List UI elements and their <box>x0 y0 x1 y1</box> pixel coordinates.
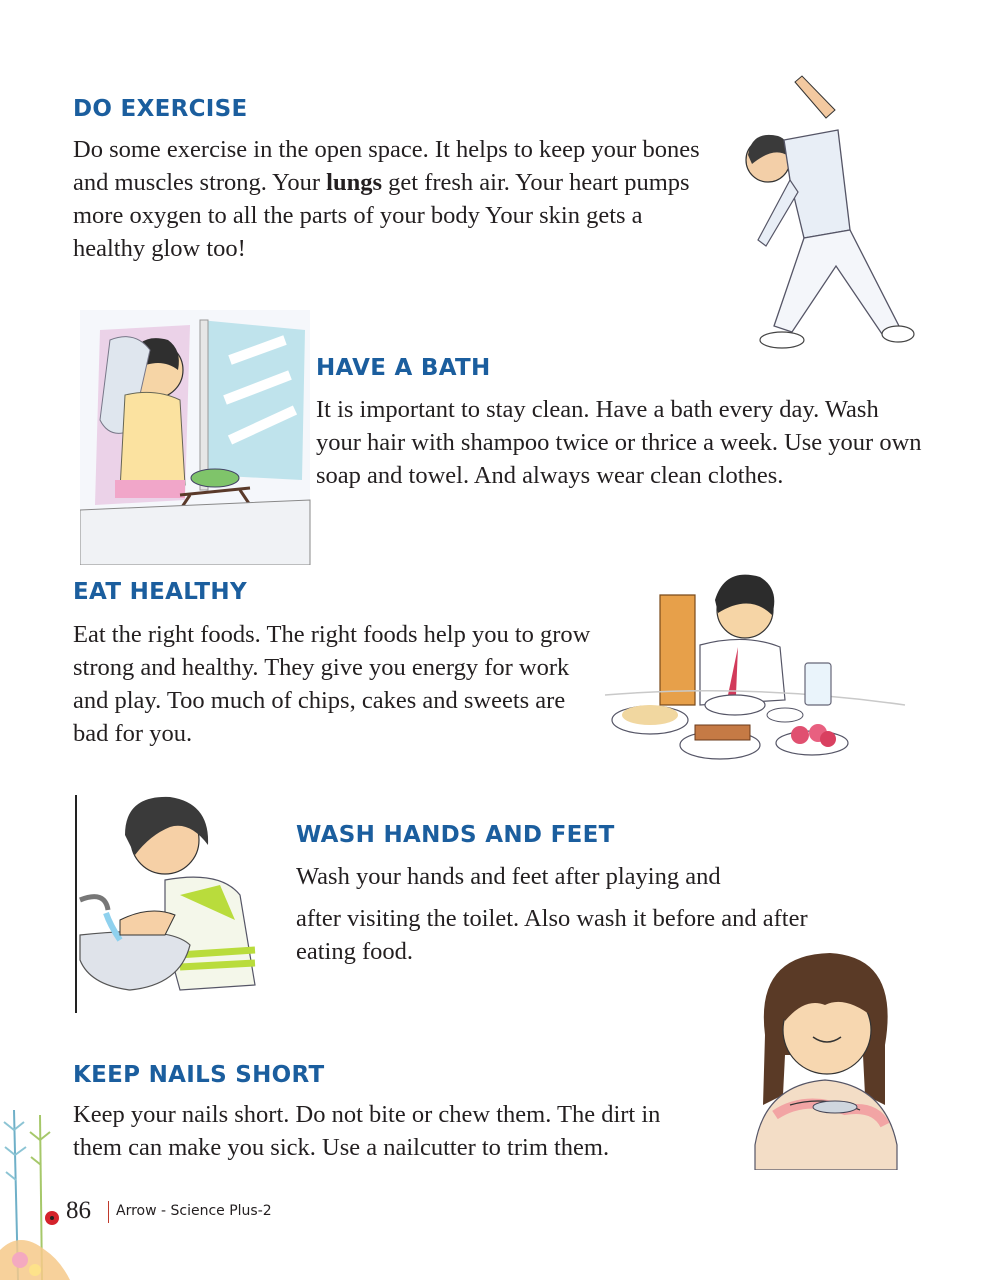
footer-divider <box>108 1201 109 1223</box>
book-title: Arrow - Science Plus-2 <box>116 1203 272 1219</box>
floral-corner-decoration <box>0 1100 70 1280</box>
bold-term-lungs: lungs <box>326 169 383 196</box>
boy-stretching-illustration <box>740 70 925 360</box>
paragraph-wash-hands-line2: after visiting the toilet. Also wash it before and after eating food. <box>296 905 808 965</box>
boy-drying-hair-illustration <box>80 300 315 565</box>
heading-eat-healthy: EAT HEALTHY <box>73 579 247 605</box>
paragraph-do-exercise: Do some exercise in the open space. It helps to keep your bones and muscles strong. Your lungs get fresh air. Your heart pumps more oxygen to all the parts of your body Your skin gets a healthy glow too! <box>73 136 700 262</box>
heading-wash-hands-and-feet: WASH HANDS AND FEET <box>296 822 615 848</box>
heading-have-a-bath: HAVE A BATH <box>316 355 491 381</box>
boy-eating-at-table-illustration <box>600 555 910 780</box>
paragraph-eat-healthy: Eat the right foods. The right foods help you to grow strong and healthy. They give you energy for work and play. Too much of chips, cakes and sweets are bad for you. <box>73 621 591 747</box>
heading-do-exercise: DO EXERCISE <box>73 96 248 122</box>
girl-cutting-nails-illustration <box>735 945 915 1170</box>
paragraph-wash-hands-line1: Wash your hands and feet after playing and <box>296 863 721 890</box>
boy-washing-hands-illustration <box>70 785 270 1015</box>
page-number: 86 <box>66 1197 91 1224</box>
paragraph-have-a-bath: It is important to stay clean. Have a bath every day. Wash your hair with shampoo twice or thrice a week. Use your own soap and towel. And always wear clean clothes. <box>316 396 922 489</box>
heading-keep-nails-short: KEEP NAILS SHORT <box>73 1062 325 1088</box>
paragraph-keep-nails-short: Keep your nails short. Do not bite or chew them. The dirt in them can make you sick. Use a nailcutter to trim them. <box>73 1101 661 1161</box>
